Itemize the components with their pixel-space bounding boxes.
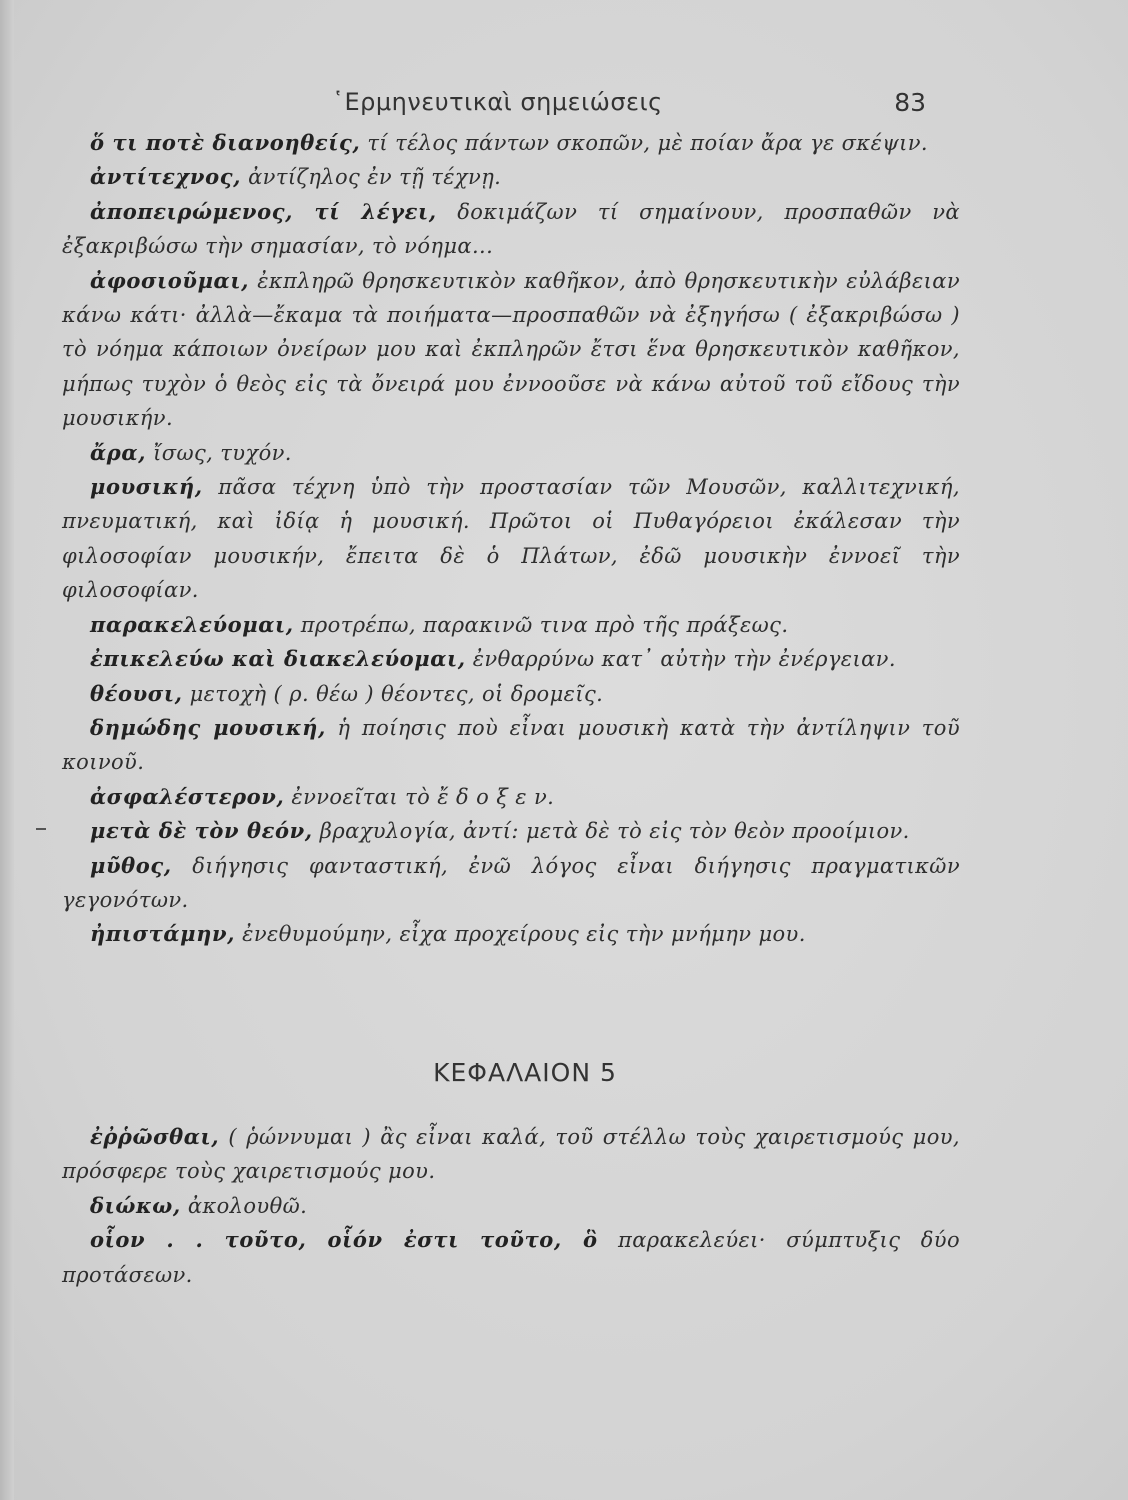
glossary-entry <box>62 126 960 160</box>
glossary-definition: παρακελεύει· σύμπτυξις δύο προτάσεων. <box>62 1228 960 1287</box>
glossary-term: θέουσι, <box>90 680 183 706</box>
glossary-definition: ἐννοεῖται τὸ ἔ δ ο ξ ε ν. <box>284 784 555 809</box>
glossary-term: ἀσφαλέστερον, <box>90 783 285 809</box>
glossary-term: οἷον . . τοῦτο, οἷόν ἐστι τοῦτο, ὃ <box>90 1227 598 1253</box>
glossary-entry <box>62 160 960 194</box>
page-gutter-shadow <box>0 0 14 1500</box>
glossary-definition: τί τέλος πάντων σκοπῶν, μὲ ποίαν ἄρα γε σκέψιν. <box>360 131 929 155</box>
glossary-definition: ἀντίζηλος ἐν τῇ τέχνῃ. <box>241 165 502 190</box>
glossary-entry <box>62 917 960 951</box>
glossary-entry <box>62 436 960 470</box>
glossary-term: ἀφοσιοῦμαι, <box>90 267 249 293</box>
glossary-definition: ἀκολουθῶ. <box>180 1193 308 1218</box>
glossary-entry <box>62 814 960 848</box>
glossary-definition: προτρέπω, παρακινῶ τινα πρὸ τῆς πράξεως. <box>293 612 789 637</box>
glossary-entry <box>62 1223 960 1292</box>
glossary-term: δημώδης μουσική, <box>90 714 326 740</box>
glossary-entry <box>62 1120 960 1189</box>
glossary-definition: ἡ ποίησις ποὺ εἶναι μουσικὴ κατὰ τὴν ἀντίληψιν τοῦ κοινοῦ. <box>62 715 960 775</box>
glossary-term: ἐῤῥῶσθαι, <box>90 1124 220 1149</box>
glossary-entry <box>62 780 960 814</box>
glossary-term: ἀποπειρώμενος, τί λέγει, <box>90 198 437 224</box>
glossary-definition: πᾶσα τέχνη ὑπὸ τὴν προστασίαν τῶν Μουσῶν, καλλιτεχνική, πνευματική, καὶ ἰδίᾳ ἡ μουσική. Πρῶτοι οἱ Πυθαγόρειοι ἐκάλεσαν τὴν φιλοσοφίαν μουσικήν, ἔπειτα δὲ ὁ Πλάτων, ἐδῶ μουσικὴν ἐννοεῖ τὴν φιλοσοφίαν. <box>62 475 960 603</box>
margin-mark <box>36 828 46 830</box>
glossary-term: μῦθος, <box>90 852 172 878</box>
glossary-term: ἠπιστάμην, <box>90 921 236 947</box>
glossary-definition: ἐνεθυμούμην, εἶχα προχείρους εἰς τὴν μνήμην μου. <box>235 922 806 947</box>
glossary-term: διώκω, <box>90 1192 181 1218</box>
glossary-term: μουσική, <box>90 474 203 500</box>
glossary-term: ἐπικελεύω καὶ διακελεύομαι, <box>90 646 466 672</box>
glossary-definition: διήγησις φανταστική, ἐνῶ λόγος εἶναι διήγησις πραγματικῶν γεγονότων. <box>62 853 960 912</box>
chapter-glossary-section <box>62 1120 960 1292</box>
running-title: ῾Ερμηνευτικαὶ σημειώσεις <box>332 88 663 116</box>
glossary-definition: μετοχὴ ( ρ. θέω ) θέοντες, οἱ δρομεῖς. <box>182 681 604 706</box>
glossary-term: ἀντίτεχνος, <box>90 164 242 190</box>
glossary-entry <box>62 608 960 642</box>
glossary-entry <box>62 849 960 918</box>
glossary-definition: ἐνθαρρύνω κατ᾽ αὐτὴν τὴν ἐνέργειαν. <box>465 647 896 672</box>
glossary-term: παρακελεύομαι, <box>90 611 294 637</box>
glossary-term: ὅ τι ποτὲ διανοηθείς, <box>90 130 361 155</box>
glossary-entry <box>62 470 960 608</box>
chapter-heading: ΚΕΦΑΛΑΙΟΝ 5 <box>433 1058 617 1087</box>
glossary-definition: ( ῥώννυμαι ) ἂς εἶναι καλά, τοῦ στέλλω τοὺς χαιρετισμούς μου, πρόσφερε τοὺς χαιρετισμούς μου. <box>62 1125 960 1184</box>
glossary-term: ἄρα, <box>90 439 146 465</box>
glossary-definition: δοκιμάζων τί σημαίνουν, προσπαθῶν νὰ ἐξακριβώσω τὴν σημασίαν, τὸ νόημα... <box>62 199 960 259</box>
glossary-definition: ἐκπληρῶ θρησκευτικὸν καθῆκον, ἀπὸ θρησκευτικὴν εὐλάβειαν κάνω κάτι· ἀλλὰ—ἔκαμα τὰ ποιήματα—προσπαθῶν νὰ ἐξηγήσω ( ἐξακριβώσω ) τὸ νόημα κάποιων ὀνείρων μου καὶ ἐκπληρῶν ἔτσι ἕνα θρησκευτικὸν καθῆκον, μήπως τυχὸν ὁ θεὸς εἰς τὰ ὄνειρά μου ἐννοοῦσε νὰ κάνω αὐτοῦ τοῦ εἴδους τὴν μουσικήν. <box>62 268 960 431</box>
glossary-entry <box>62 264 960 436</box>
glossary-entry <box>62 1189 960 1223</box>
page-number: 83 <box>894 88 926 117</box>
glossary-entry <box>62 677 960 711</box>
glossary-term: μετὰ δὲ τὸν θεόν, <box>90 818 313 844</box>
glossary-section <box>62 126 960 952</box>
glossary-entry <box>62 642 960 676</box>
glossary-entry <box>62 711 960 780</box>
glossary-entry <box>62 195 960 264</box>
glossary-definition: ἴσως, τυχόν. <box>146 440 292 465</box>
glossary-definition: βραχυλογία, ἀντί: μετὰ δὲ τὸ εἰς τὸν θεὸν προοίμιον. <box>312 819 910 844</box>
